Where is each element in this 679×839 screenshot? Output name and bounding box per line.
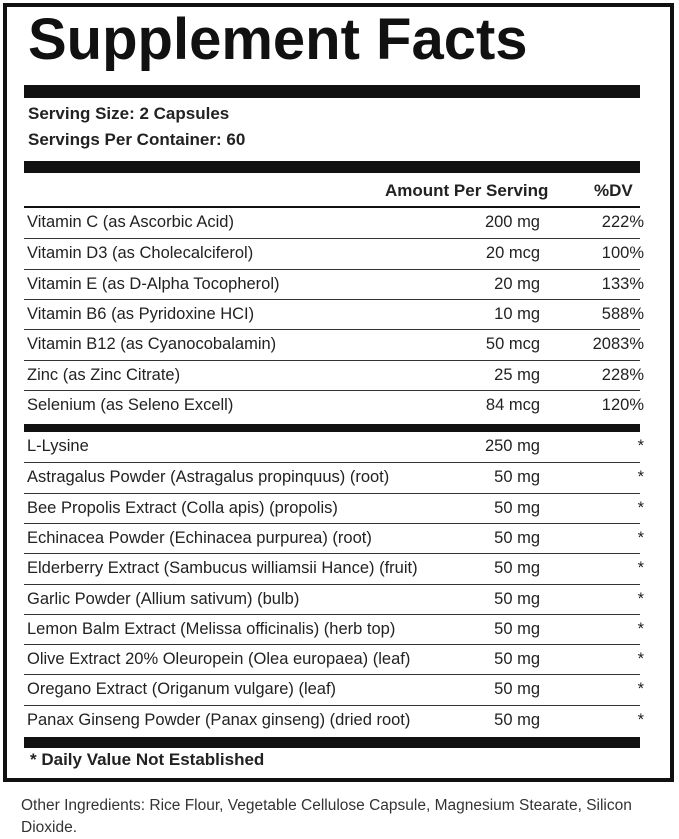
- daily-value: *: [637, 589, 644, 608]
- amount-per-serving: 20 mg: [494, 274, 540, 293]
- amount-per-serving: 10 mg: [494, 304, 540, 323]
- nutrient-name: Panax Ginseng Powder (Panax ginseng) (dried root): [27, 710, 411, 729]
- amount-per-serving: 50 mg: [494, 498, 540, 517]
- table-row: [24, 432, 644, 462]
- servings-per-container: Servings Per Container: 60: [28, 130, 246, 149]
- amount-per-serving: 50 mg: [494, 559, 540, 578]
- nutrient-name: Vitamin C (as Ascorbic Acid): [27, 213, 234, 231]
- daily-value: 120%: [601, 395, 644, 414]
- nutrient-name: L-Lysine: [27, 437, 89, 455]
- amount-per-serving: 20 mcg: [485, 244, 540, 263]
- table-row: [24, 493, 644, 523]
- table-row: [24, 208, 644, 238]
- table-row: [24, 523, 644, 553]
- nutrient-name: Astragalus Powder (Astragalus propinquus) (root): [27, 468, 390, 487]
- daily-value: *: [637, 468, 644, 487]
- amount-per-serving: 50 mg: [494, 589, 540, 608]
- daily-value: 133%: [601, 274, 644, 293]
- nutrient-name: Vitamin B12 (as Cyanocobalamin): [27, 335, 277, 354]
- nutrient-name: Elderberry Extract (Sambucus williamsii Hance) (fruit): [27, 559, 418, 578]
- panel-title: Supplement Facts: [28, 7, 528, 72]
- amount-per-serving: 200 mg: [484, 213, 540, 231]
- nutrient-name: Vitamin B6 (as Pyridoxine HCI): [27, 304, 255, 323]
- table-row: [24, 238, 644, 268]
- amount-per-serving: 84 mcg: [485, 395, 540, 414]
- daily-value: 2083%: [592, 335, 644, 354]
- divider-thick-serving: [24, 161, 640, 173]
- divider-thick-middle: [24, 424, 640, 432]
- daily-value: *: [637, 437, 644, 455]
- other-ingredients: Other Ingredients: Rice Flour, Vegetable Cellulose Capsule, Magnesium Stearate, Silicon Dioxide.: [21, 797, 632, 836]
- daily-value: *: [637, 650, 644, 669]
- daily-value: *: [637, 559, 644, 578]
- daily-value: 588%: [601, 304, 644, 323]
- nutrient-name: Garlic Powder (Allium sativum) (bulb): [27, 589, 300, 608]
- table-row: [24, 390, 644, 420]
- amount-per-serving: 50 mg: [494, 680, 540, 699]
- nutrient-name: Lemon Balm Extract (Melissa officinalis) (herb top): [27, 619, 396, 638]
- daily-value: 222%: [601, 213, 644, 231]
- daily-value: 228%: [601, 365, 644, 384]
- amount-per-serving: 250 mg: [484, 437, 540, 455]
- divider-thick-top: [24, 85, 640, 98]
- table-row: [24, 674, 644, 704]
- nutrient-name: Bee Propolis Extract (Colla apis) (propolis): [27, 498, 338, 517]
- daily-value: *: [637, 528, 644, 547]
- table-row: [24, 705, 644, 735]
- table-row: [24, 329, 644, 359]
- daily-value-footnote: * Daily Value Not Established: [30, 750, 265, 769]
- amount-per-serving: 50 mg: [494, 528, 540, 547]
- column-header-amount: Amount Per Serving: [385, 181, 549, 200]
- daily-value: *: [637, 498, 644, 517]
- table-row: [24, 462, 644, 492]
- table-row: [24, 644, 644, 674]
- nutrient-name: Selenium (as Seleno Excell): [27, 395, 234, 414]
- table-row: [24, 269, 644, 299]
- amount-per-serving: 50 mg: [494, 619, 540, 638]
- nutrient-name: Echinacea Powder (Echinacea purpurea) (root): [27, 528, 372, 547]
- daily-value: *: [637, 680, 644, 699]
- table-row: [24, 360, 644, 390]
- table-row: [24, 299, 644, 329]
- amount-per-serving: 25 mg: [494, 365, 540, 384]
- table-row: [24, 553, 644, 583]
- amount-per-serving: 50 mg: [494, 650, 540, 669]
- table-row: [24, 614, 644, 644]
- amount-per-serving: 50 mg: [494, 710, 540, 729]
- daily-value: 100%: [601, 244, 644, 263]
- amount-per-serving: 50 mg: [494, 468, 540, 487]
- daily-value: *: [637, 619, 644, 638]
- nutrient-name: Vitamin E (as D-Alpha Tocopherol): [27, 274, 280, 293]
- nutrient-name: Olive Extract 20% Oleuropein (Olea europaea) (leaf): [27, 650, 411, 669]
- nutrient-name: Vitamin D3 (as Cholecalciferol): [27, 244, 254, 263]
- nutrient-name: Oregano Extract (Origanum vulgare) (leaf): [27, 680, 337, 699]
- table-row: [24, 584, 644, 614]
- nutrient-name: Zinc (as Zinc Citrate): [27, 365, 181, 384]
- serving-size: Serving Size: 2 Capsules: [28, 104, 230, 123]
- amount-per-serving: 50 mcg: [485, 335, 540, 354]
- daily-value: *: [637, 710, 644, 729]
- divider-thick-bottom: [24, 737, 640, 748]
- column-header-dv: %DV: [594, 181, 633, 200]
